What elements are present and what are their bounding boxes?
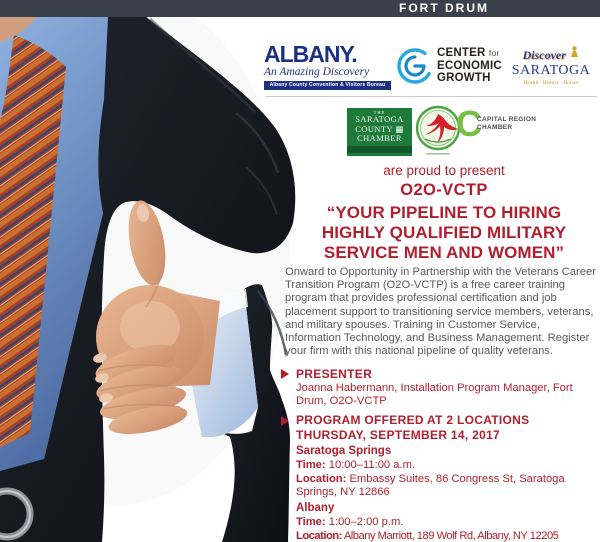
headline-line2: HIGHLY QUALIFIED MILITARY (321, 223, 567, 242)
bullet-arrow-icon (281, 416, 289, 426)
proud-to-present-line: are proud to present (383, 163, 505, 178)
crc-line1: CAPITAL REGION (477, 116, 537, 123)
ceg-for: for (488, 48, 500, 58)
location1-city: Saratoga Springs (296, 445, 392, 457)
location-label: Location: (296, 530, 342, 542)
albany-bureau-bar: Albany County Convention & Visitors Bureau (264, 81, 391, 90)
ceg-logo (395, 46, 507, 90)
program-heading: PROGRAM OFFERED AT 2 LOCATIONS THURSDAY, SEPTEMBER 14, 2017 (296, 413, 530, 442)
time-value: 1:00–2:00 p.m. (328, 516, 404, 528)
handshake-photo (0, 17, 300, 542)
scc-line1: SARATOGA (355, 114, 404, 124)
divider-line (265, 96, 597, 97)
time-value: 10:00–11:00 a.m. (328, 459, 415, 471)
discover-saratoga-logo (506, 46, 596, 86)
bullet-arrow-icon (281, 369, 289, 379)
location1-address (296, 473, 598, 499)
ceg-line1: CENTER (437, 47, 486, 59)
albany-tagline: An Amazing Discovery (264, 66, 370, 78)
scc-line3: CHAMBER (357, 133, 402, 144)
presenter-heading: PRESENTER (296, 367, 373, 381)
presenter-name: Joanna Habermann, Installation Program Manager, Fort Drum, O2O-VCTP (296, 382, 573, 408)
location2-city: Albany (296, 502, 335, 514)
ceg-circle-icon (395, 46, 435, 86)
capital-region-chamber-logo (456, 103, 548, 148)
discover-script: Discover (522, 48, 566, 62)
saratoga-county-chamber-logo (347, 108, 412, 156)
scc-line2: COUNTY ▦ (355, 123, 404, 134)
crc-c-mark: C (456, 103, 482, 144)
location2-time (296, 516, 403, 529)
headline-quote (290, 203, 598, 263)
headline-line1: “YOUR PIPELINE TO HIRING (326, 203, 562, 222)
ceg-line2: ECONOMIC (437, 59, 502, 72)
location-value: Albany Marriott, 189 Wolf Rd, Albany, NY 12205 (343, 530, 559, 542)
top-banner-title: FORT DRUM (399, 1, 489, 15)
saratoga-tagline: Health · History · Horses (523, 79, 579, 86)
location1-time (296, 459, 415, 472)
program-code-title: O2O-VCTP (400, 181, 488, 199)
scc-the: THE (373, 110, 386, 115)
ceg-line3: GROWTH (437, 72, 491, 85)
headline-line3: SERVICE MEN AND WOMEN” (323, 243, 565, 262)
time-label: Time: (296, 459, 326, 471)
saratoga-wordmark: SARATOGA (511, 63, 591, 78)
location2-address (296, 530, 600, 542)
program-description: Onward to Opportunity in Partnership with the Veterans Career Transition Program (O2O-VCTP) is a free career training program that provides professional certification and job placement support to transitioning service members, veterans, and military spouses. Training in Customer Service, Information Technology, and Business Management. Register your firm with this national pipeline of quality veterans. (285, 266, 596, 358)
albany-logo (264, 43, 391, 90)
jockey-icon (570, 46, 579, 58)
albany-wordmark: ALBANY. (264, 41, 357, 67)
time-label: Time: (296, 516, 326, 528)
scc-web-strip (347, 146, 412, 153)
location-value: Embassy Suites, 86 Congress St, Saratoga Springs, NY 12866 (296, 473, 565, 499)
crc-line2: CHAMBER (477, 124, 513, 132)
location-label: Location: (296, 473, 347, 485)
